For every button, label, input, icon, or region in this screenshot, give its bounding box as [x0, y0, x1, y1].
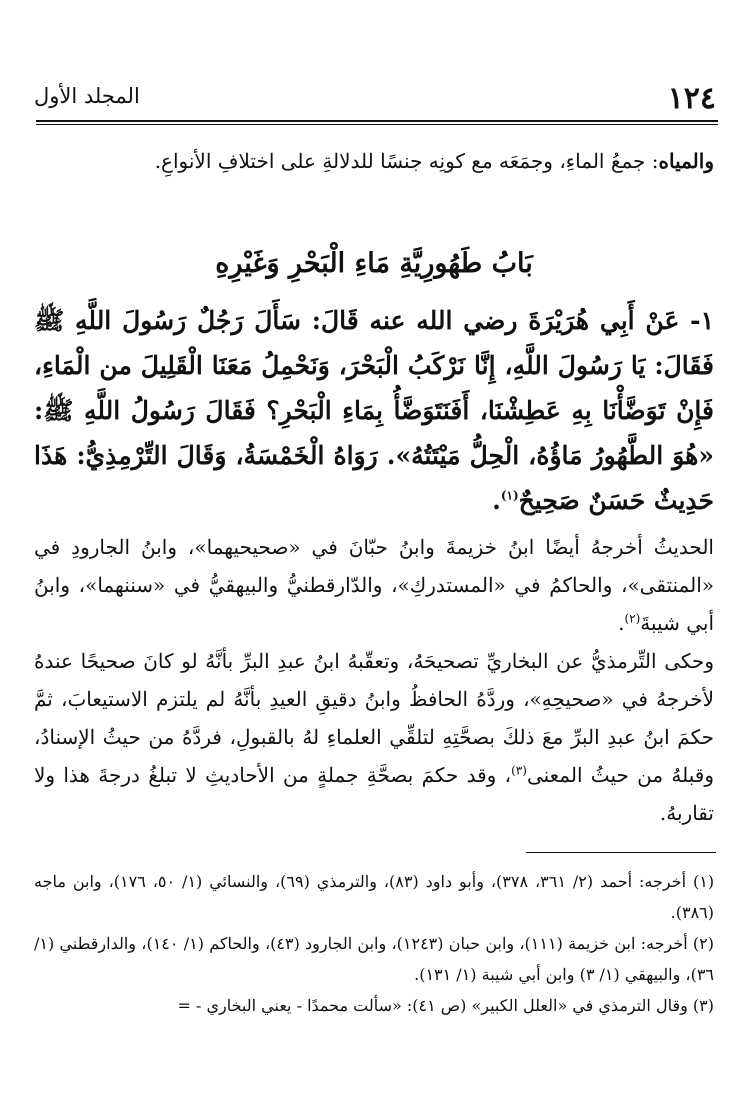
header-divider — [36, 120, 718, 125]
section-title: بَابُ طَهُورِيَّةِ مَاءِ الْبَحْرِ وَغَيْرِهِ — [215, 248, 533, 279]
footnote-ref-3: (٣) — [511, 763, 527, 778]
p2-end: ، وقد حكمَ بصحَّةِ جملةٍ من الأحاديثِ لا تبلغُ درجةَ هذا ولا تقاربهُ. — [34, 763, 714, 825]
volume-title: المجلد الأول — [34, 84, 140, 108]
p2-text: وحكى التِّرمذيُّ عن البخاريِّ تصحيحَهُ، وتعقّبهُ ابنُ عبدِ البرِّ بأنَّهُ لو كانَ صحيحًا عندهُ لأخرجهُ في «صحيحِهِ»، وردَّهُ الحافظُ وابنُ دقيقِ العيدِ بأنَّهُ لم يلتزم الاستيعابَ، ثمَّ حكمَ ابنُ عبدِ البرِّ معَ ذلكَ بصحَّتِهِ لتلقِّي العلماءِ لهُ بالقبولِ، فردَّهُ من حيثُ الإسنادُ، وقبلهُ من حيثُ المعنى — [34, 649, 714, 787]
hadith-ending: . — [492, 486, 501, 515]
footnote-2: (٢) أخرجه: ابن خزيمة (١١١)، وابن حبان (١٢٤٣)، وابن الجارود (٤٣)، والحاكم (١/ ١٤٠)، والدارقطني (١/ ٣٦)، والبيهقي (١/ ٣) وابن أبي شيبة (١/ ١٣١). — [34, 934, 715, 984]
intro-paragraph — [34, 142, 714, 180]
footnote-divider — [526, 852, 716, 853]
p1-text: الحديثُ أخرجهُ أيضًا ابنُ خزيمةَ وابنُ حبّانَ في «صحيحيهما»، وابنُ الجارودِ في «المنتقى»، والحاكمُ في «المستدركِ»، والدّارقطنيُّ والبيهقيُّ في «سننهما»، وابنُ أبي شيبةَ — [34, 535, 714, 635]
page-number: ١٢٤ — [667, 81, 716, 116]
footnote-ref-1: (١) — [500, 488, 519, 503]
hadith-paragraph — [34, 298, 714, 523]
footnotes — [34, 866, 714, 1021]
footnote-3: (٣) وقال الترمذي في «العلل الكبير» (ص ٤١): «سألت محمدًا - يعني البخاري - = — [177, 996, 714, 1015]
p1-end: . — [618, 611, 625, 635]
commentary-paragraph-1 — [34, 528, 714, 642]
hadith-text: ١- عَنْ أَبِي هُرَيْرَةَ رضي الله عنه قَالَ: سَأَلَ رَجُلٌ رَسُولَ اللَّهِ ﷺ فَقَالَ: يَا رَسُولَ اللَّهِ، إِنَّا نَرْكَبُ الْبَحْرَ، وَنَحْمِلُ مَعَنَا الْقَلِيلَ من الْمَاءِ، فَإِنْ تَوَضَّأْنَا بِهِ عَطِشْنَا، أَفَنَتَوَضَّأُ بِمَاءِ الْبَحْرِ؟ فَقَالَ رَسُولُ اللَّهِ ﷺ: «هُوَ الطَّهُورُ مَاؤُهُ، الْحِلُّ مَيْتَتُهُ». رَوَاهُ الْخَمْسَةُ، وَقَالَ التِّرْمِذِيُّ: هَذَا حَدِيثٌ حَسَنٌ صَحِيحٌ — [34, 306, 714, 515]
footnote-1: (١) أخرجه: أحمد (٢/ ٣٦١، ٣٧٨)، وأبو داود (٨٣)، والترمذي (٦٩)، والنسائي (١/ ٥٠، ١٧٦)، وابن ماجه (٣٨٦). — [34, 872, 715, 922]
intro-term: والمياه — [658, 149, 714, 173]
page-header — [34, 76, 720, 118]
intro-text: : جمعُ الماءِ، وجمَعَه مع كونِه جنسًا للدلالةِ على اختلافِ الأنواعِ. — [154, 149, 659, 173]
footnote-ref-2: (٢) — [624, 611, 641, 626]
commentary-paragraph-2 — [34, 642, 714, 832]
